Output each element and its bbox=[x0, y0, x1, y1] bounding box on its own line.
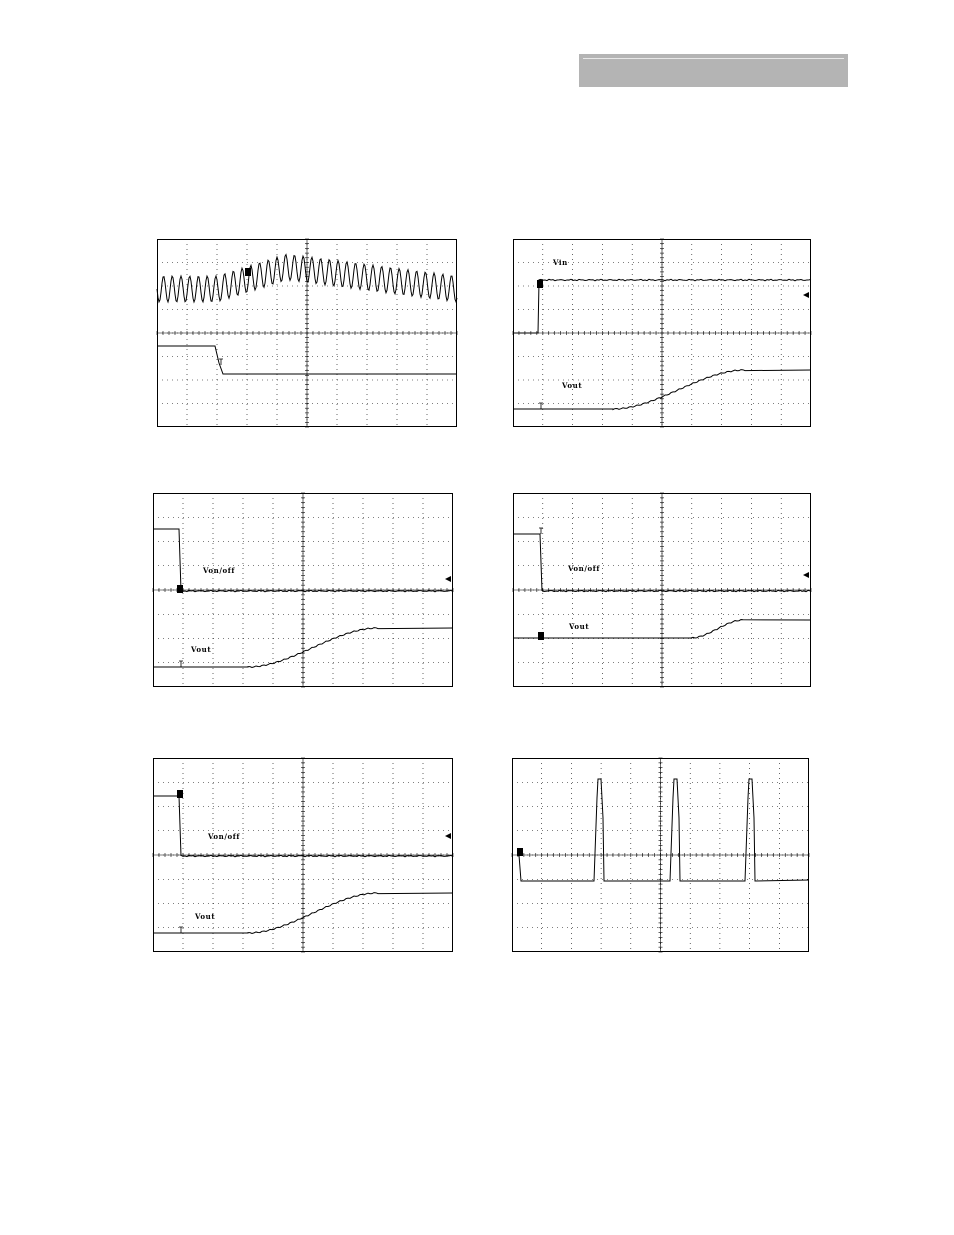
channel-marker bbox=[245, 268, 251, 276]
oscilloscope-screen-2 bbox=[513, 239, 811, 427]
trigger-marker bbox=[539, 528, 543, 534]
scope-capture-2 bbox=[513, 239, 811, 427]
graticule bbox=[153, 758, 453, 952]
scope-capture-4 bbox=[513, 493, 811, 687]
level-arrow bbox=[803, 572, 809, 578]
graticule bbox=[513, 493, 811, 687]
trace-label-von-off: Von/off bbox=[203, 566, 235, 575]
trigger-marker bbox=[179, 661, 183, 667]
graticule bbox=[153, 493, 453, 687]
trace-label-von-off: Von/off bbox=[568, 564, 600, 573]
trace-label-vout: Vout bbox=[195, 912, 216, 921]
trace-label-von-off: Von/off bbox=[208, 832, 240, 841]
level-arrow bbox=[445, 576, 451, 582]
channel-marker bbox=[177, 790, 183, 798]
channel-marker bbox=[537, 280, 543, 288]
level-arrow bbox=[445, 833, 451, 839]
oscilloscope-screen-3 bbox=[153, 493, 453, 687]
oscilloscope-screen-1 bbox=[157, 239, 457, 427]
trigger-marker bbox=[539, 403, 543, 409]
pulse-trace bbox=[519, 779, 809, 881]
scope-capture-3 bbox=[153, 493, 453, 687]
scope-capture-5 bbox=[153, 758, 453, 952]
level-arrow bbox=[803, 292, 809, 298]
trace-label-vout: Vout bbox=[562, 381, 583, 390]
channel-marker bbox=[517, 848, 523, 856]
channel-marker bbox=[177, 585, 183, 593]
channel-marker bbox=[538, 632, 544, 640]
scope-capture-6 bbox=[512, 758, 809, 952]
graticule bbox=[513, 239, 811, 427]
trace-label-vin: Vin bbox=[553, 258, 568, 267]
trace-label-vout: Vout bbox=[191, 645, 212, 654]
oscilloscope-screen-6 bbox=[512, 758, 809, 952]
graticule bbox=[157, 239, 457, 427]
graticule bbox=[512, 758, 809, 952]
scope-capture-1 bbox=[157, 239, 457, 427]
trace-label-vout: Vout bbox=[569, 622, 590, 631]
oscilloscope-screen-4 bbox=[513, 493, 811, 687]
oscilloscope-screen-5 bbox=[153, 758, 453, 952]
header-bar bbox=[579, 54, 848, 87]
trigger-marker bbox=[179, 927, 183, 933]
von-off-trace bbox=[513, 534, 810, 592]
